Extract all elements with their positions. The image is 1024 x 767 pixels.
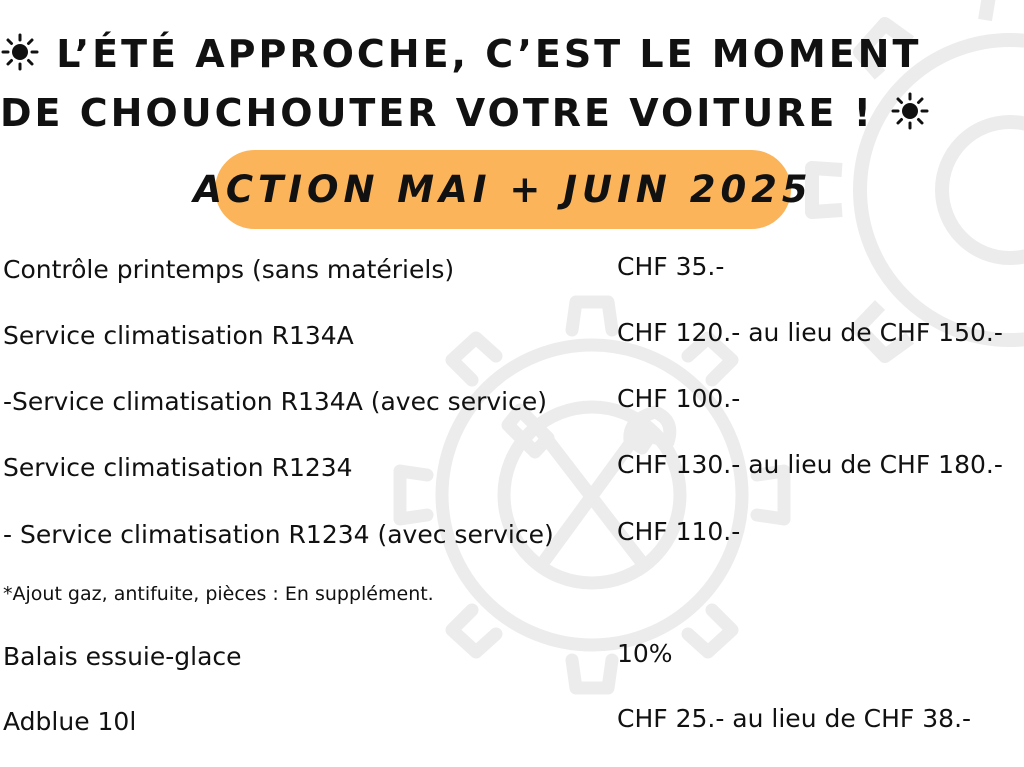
footnote: *Ajout gaz, antifuite, pièces : En supplément.: [3, 583, 434, 605]
offer-price: CHF 120.- au lieu de CHF 150.-: [617, 318, 1003, 347]
headline-text-2: DE CHOUCHOUTER VOTRE VOITURE !: [0, 91, 874, 135]
offer-price: CHF 25.- au lieu de CHF 38.-: [617, 704, 972, 733]
sun-icon: [890, 91, 930, 131]
promo-banner: [193, 150, 813, 229]
headline-text-1: L’ÉTÉ APPROCHE, C’EST LE MOMENT: [56, 32, 922, 76]
offer-price: CHF 130.- au lieu de CHF 180.-: [617, 450, 1003, 479]
offer-label: Adblue 10l: [3, 707, 137, 736]
offer-label: -Service climatisation R134A (avec service): [3, 387, 547, 416]
offer-label: Balais essuie-glace: [3, 642, 242, 671]
headline-line-1: [0, 28, 1024, 80]
headline-line-2: [0, 87, 1024, 139]
wrench-gear-icon: [400, 302, 784, 688]
offer-price: CHF 100.-: [617, 384, 741, 413]
offer-label: Service climatisation R1234: [3, 453, 353, 482]
offer-label: Service climatisation R134A: [3, 321, 354, 350]
offer-price: CHF 110.-: [617, 517, 741, 546]
offer-price: CHF 35.-: [617, 252, 725, 281]
promo-banner-label: ACTION MAI + JUIN 2025: [193, 168, 813, 211]
offer-label: Contrôle printemps (sans matériels): [3, 255, 455, 284]
sun-icon: [0, 32, 40, 72]
offer-price: 10%: [617, 639, 673, 668]
offer-label: - Service climatisation R1234 (avec service): [3, 520, 554, 549]
